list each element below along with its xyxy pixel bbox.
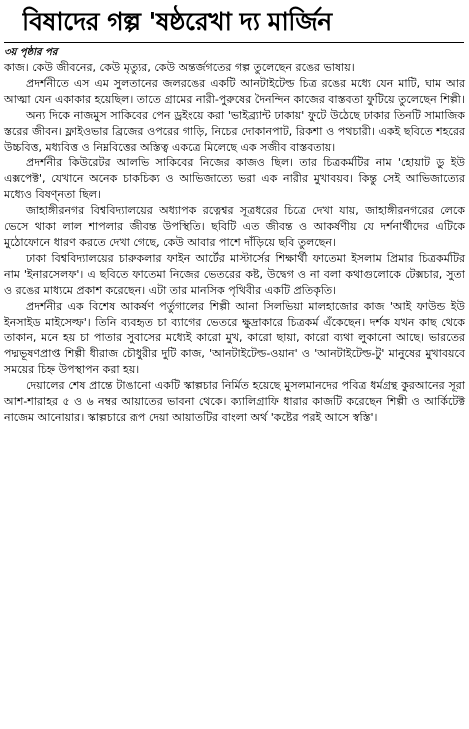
article-paragraph-7: প্রদর্শনীর এক বিশেষ আকর্ষণ পর্তুগালের শিল্পী আনা সিলভিয়া মালহাজোর কাজ 'আই ফাউন্ড ইউ ইনসাইড মাইসেল্ফ'। তিনি ব্যবহৃত চা ব্যাগের ভেতরে ক্ষুদ্রাকারে চিত্রকর্ম এঁকেছেন। দর্শক যখন কাছ থেকে তাকান, মনে হয় চা পাতার সুবাসের মধ্যেই কারো মুখ, কারো ছায়া, কারো ব্যথা লুকানো আছে। ভারতের পদ্মভূষণপ্রাপ্ত শিল্পী ধীরাজ চৌধুরীর দুটি কাজ, 'আনটাইটেল্ড-ওয়ান' ও 'আনটাইটেল্ড-টু' মানুষের মুখাবয়বে সময়ের চিহ্ন উপস্থাপন করা হয়। bbox=[4, 299, 465, 377]
continuation-note: ৩য় পৃষ্ঠার পর bbox=[4, 47, 58, 58]
article-body bbox=[4, 60, 465, 426]
article-paragraph-1: কাজ। কেউ জীবনের, কেউ মৃত্যুর, কেউ অন্তর্জগতের গল্প তুলেছেন রঙের ভাষায়। bbox=[4, 61, 355, 74]
article-headline: বিষাদের গল্প 'ষষ্ঠরেখা দ্য মার্জিন bbox=[22, 7, 332, 36]
article-paragraph-6: ঢাকা বিশ্ববিদ্যালয়ের চারুকলার ফাইন আর্টের মাস্টার্সের শিক্ষার্থী ফাতেমা ইসলাম প্রিমার চিত্রকর্মটির নাম 'ইনারসেলফ'। এ ছবিতে ফাতেমা নিজের ভেতরের কষ্ট, উদ্বেগ ও না বলা কথাগুলোকে টেক্সচার, সুতা ও রঙের মাধ্যমে প্রকাশ করেছেন। এটা তার মানসিক পৃথিবীর একটি প্রতিকৃতি। bbox=[4, 251, 465, 297]
article-paragraph-2: প্রদর্শনীতে এস এম সুলতানের জলরঙের একটি আনটাইটেল্ড চিত্র রঙের মধ্যে যেন মাটি, ঘাম আর আত্মা যেন একাকার হয়েছিল। তাতে গ্রামের নারী-পুরুষের দৈনন্দিন কাজের বাস্তবতা ফুটিয়ে তুলেছেন শিল্পী। bbox=[4, 76, 465, 106]
article-paragraph-8: দেয়ালের শেষ প্রান্তে টাঙানো একটি স্কাল্পচার নির্মিত হয়েছে মুসলমানদের পবিত্র ধর্মগ্রন্থ কুরআনের সূরা আশ-শারাহর ৫ ও ৬ নম্বর আয়াতের ভাবনা থেকে। ক্যালিগ্রাফি ধারার কাজটি করেছেন শিল্পী ও আর্কিটেক্ট নাজেম আনোয়ার। স্কাল্পচারে রূপ দেয়া আয়াতটির বাংলা অর্থ 'কষ্টের পরই আসে স্বস্তি'। bbox=[4, 379, 465, 424]
article-paragraph-5: জাহাঙ্গীরনগর বিশ্ববিদ্যালয়ের অধ্যাপক রত্নেশ্বর সূত্রধরের চিত্রে দেখা যায়, জাহাঙ্গীরনগরের লেকে ভেসে থাকা লাল শাপলার জীবন্ত উপস্থিতি। ছবিটি এত জীবন্ত ও আকর্ষণীয় যে দর্শনার্থীদের এটিকে মুঠোফোনে ধারণ করতে দেখা গেছে, কেউ আবার পাশে দাঁড়িয়ে ছবি তুলছেন। bbox=[4, 204, 465, 249]
article-paragraph-4: প্রদর্শনীর কিউরেটর আলভি সাকিবের নিজের কাজও ছিল। তার চিত্রকর্মটির নাম 'হোয়াট ডু ইউ এক্সপেক্ট', যেখানে অনেক চাকচিক্য ও আভিজাত্যে ভরা এক নারীর মুখাবয়ব। কিন্তু সেই আভিজাত্যের মধ্যেও বিষণ্নতা ছিল। bbox=[4, 156, 465, 202]
article-paragraph-3: অন্য দিকে নাজমুস সাকিবের পেন ড্রইংয়ে করা 'ভাইব্র্যান্ট ঢাকায়' ফুটে উঠেছে ঢাকার তিনটি সামাজিক স্তরের জীবন। ফ্লাইওভার ব্রিজের ওপরের গাড়ি, নিচের দোকানপাট, রিকশা ও পথচারী। একই ছবিতে শহরের উচ্চবিত্ত, মধ্যবিত্ত ও নিম্নবিত্তের অস্তিত্ব একত্রে মিলেছে এক সজীব বাস্তবতায়। bbox=[4, 108, 465, 154]
headline-divider bbox=[4, 42, 464, 43]
